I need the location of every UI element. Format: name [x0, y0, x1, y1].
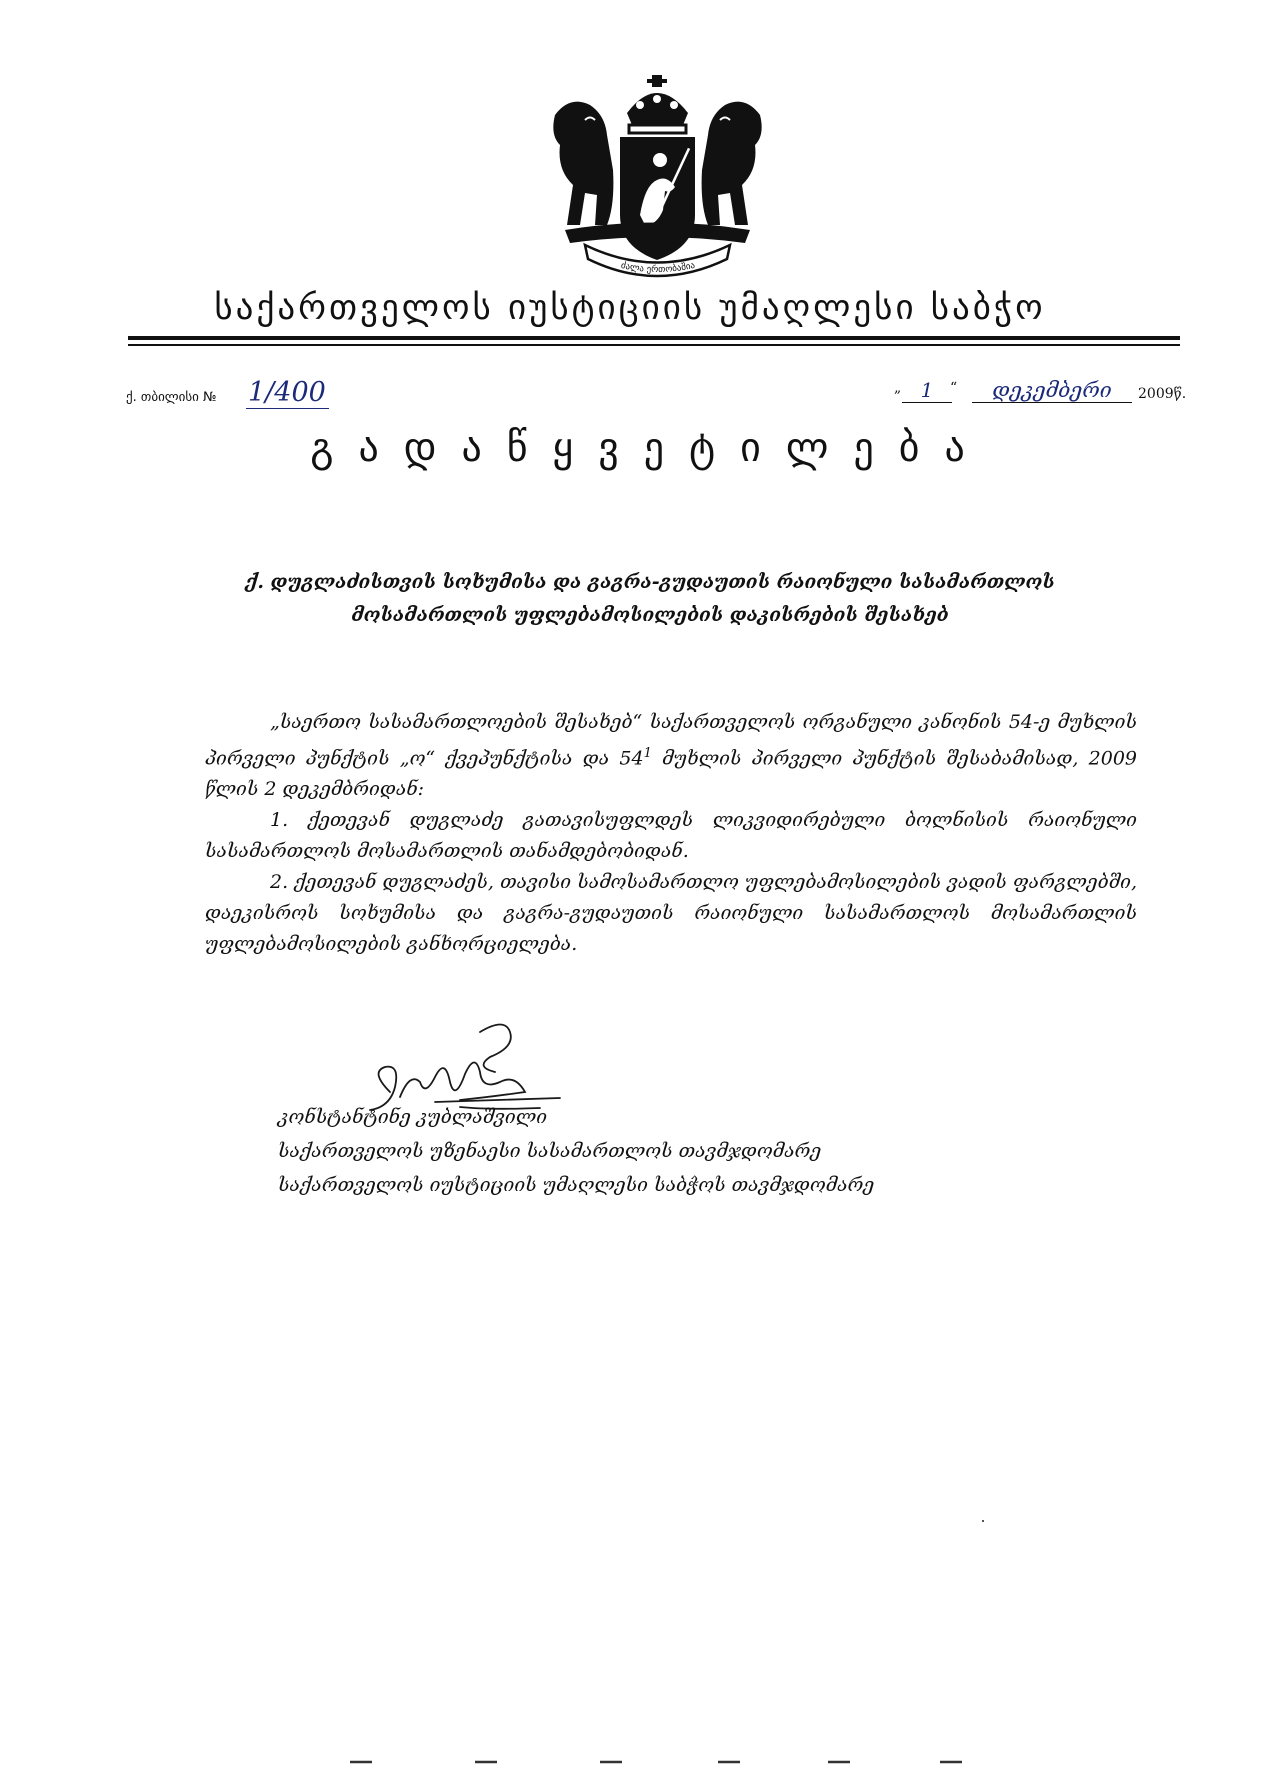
date-quote-open: „ — [894, 380, 902, 396]
scan-speck — [982, 1520, 984, 1522]
signatory-block — [278, 1100, 874, 1202]
signatory-name: კონსტანტინე კუბლაშვილი — [278, 1106, 548, 1128]
crown-icon — [627, 75, 688, 133]
subject-line-2: მოსამართლის უფლებამოსილების დაკისრების შესახებ — [351, 604, 949, 626]
document-body — [205, 707, 1137, 960]
date-month: დეკემბერი — [972, 378, 1132, 403]
date-day: 1 — [902, 378, 952, 403]
place-number-label: ქ. თბილისი № — [126, 390, 217, 405]
header-rule-thin — [128, 344, 1180, 346]
body-item-1: 1. ქეთევან დუგლაძე გათავისუფლდეს ლიკვიდირებული ბოლნისის რაიონული სასამართლოს მოსამართლის თანამდებობიდან. — [205, 809, 1137, 863]
lion-icon — [702, 102, 762, 225]
document-subject — [200, 566, 1100, 632]
decision-date — [894, 378, 1192, 410]
preamble-text: „საერთო სასამართლოების შესახებ“ საქართველოს ორგანული კანონის 54-ე მუხლის პირველი პუნქტის „ო“ ქვეპუნქტისა და 54 — [205, 711, 1137, 770]
body-item-2: 2. ქეთევან დუგლაძეს, თავისი სამოსამართლო უფლებამოსილების ვადის ფარგლებში, დაეკისროს სოხუმისა და გაგრა-გუდაუთის რაიონული სასამართლოს მოსამართლის უფლებამოსილების განხორციელება. — [205, 871, 1137, 956]
decision-number: 1/400 — [246, 378, 329, 409]
preamble-text-continued: მუხლის პირველი პუნქტის შესაბამისად, 2009 წლის 2 დეკემბრიდან: — [205, 747, 1137, 801]
header-rule-thick — [128, 336, 1180, 340]
signatory-position-1: საქართველოს უზენაესი სასამართლოს თავმჯდომარე — [278, 1140, 822, 1162]
document-title: გადაწყვეტილება — [310, 425, 990, 471]
page-edge-dashes — [350, 1760, 970, 1764]
body-preamble — [205, 707, 1137, 805]
lion-icon — [553, 102, 613, 225]
coat-of-arms-emblem — [545, 75, 770, 295]
date-year: 2009წ. — [1138, 386, 1187, 402]
date-quote-close: “ — [950, 380, 958, 396]
preamble-superscript: 1 — [643, 746, 652, 761]
organization-title: საქართველოს იუსტიციის უმაღლესი საბჭო — [214, 288, 1046, 328]
motto-text: ძალა ერთობაშია — [619, 260, 697, 276]
signatory-position-2: საქართველოს იუსტიციის უმაღლესი საბჭოს თავმჯდომარე — [278, 1174, 875, 1196]
subject-line-1: ქ. დუგლაძისთვის სოხუმისა და გაგრა-გუდაუთის რაიონული სასამართლოს — [245, 571, 1055, 593]
